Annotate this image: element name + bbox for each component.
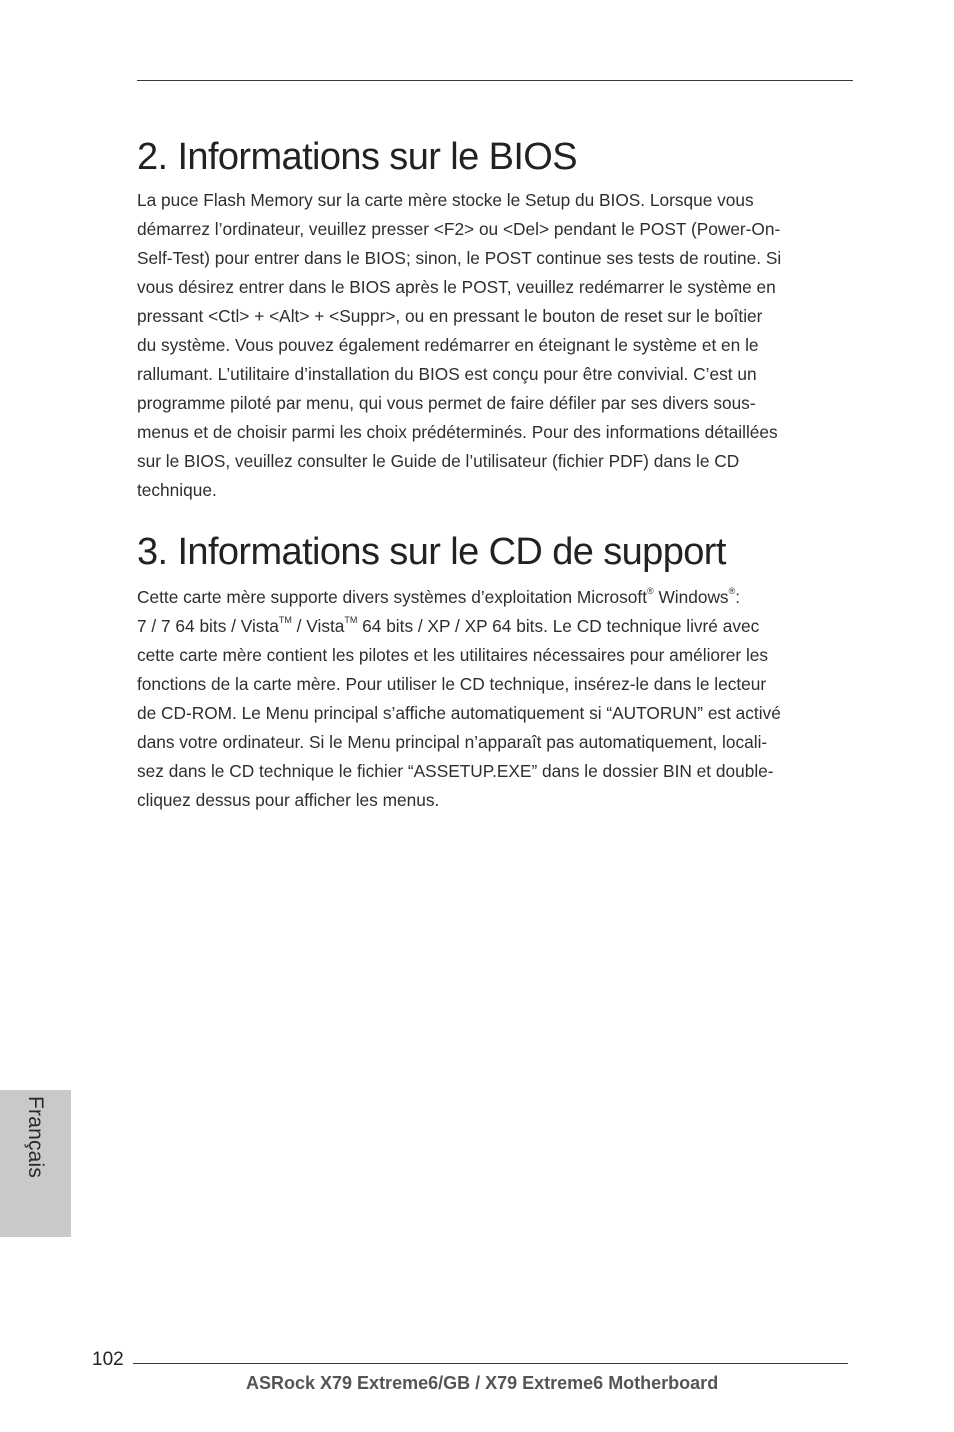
- text-line: vous désirez entrer dans le BIOS après le POST, veuillez redémarrer le système en: [137, 277, 776, 297]
- text-line: de CD-ROM. Le Menu principal s’affiche automatiquement si “AUTORUN” est activé: [137, 703, 781, 723]
- section-title-cd: 3. Informations sur le CD de support: [137, 531, 726, 573]
- text-line: technique.: [137, 480, 217, 500]
- text-line: programme piloté par menu, qui vous permet de faire défiler par ses divers sous-: [137, 393, 756, 413]
- text-fragment: / Vista: [291, 616, 345, 636]
- text-line: pressant <Ctl> + <Alt> + <Suppr>, ou en pressant le bouton de reset sur le boîtier: [137, 306, 763, 326]
- trademark-mark: TM: [344, 615, 358, 626]
- text-fragment: Windows: [653, 587, 729, 607]
- text-line: [137, 583, 853, 612]
- text-line: cette carte mère contient les pilotes et les utilitaires nécessaires pour améliorer les: [137, 645, 769, 665]
- section-title-bios: 2. Informations sur le BIOS: [137, 136, 577, 178]
- section-body-bios: [137, 186, 853, 505]
- text-line: fonctions de la carte mère. Pour utiliser le CD technique, insérez-le dans le lecteur: [137, 674, 767, 694]
- language-label: Français: [24, 1096, 47, 1179]
- section-body-cd: [137, 583, 853, 815]
- text-line: dans votre ordinateur. Si le Menu principal n’apparaît pas automatiquement, locali-: [137, 732, 768, 752]
- text-line: du système. Vous pouvez également redémarrer en éteignant le système et en le: [137, 335, 759, 355]
- text-line: La puce Flash Memory sur la carte mère stocke le Setup du BIOS. Lorsque vous: [137, 190, 754, 210]
- top-divider: [137, 80, 853, 81]
- language-side-tab: [0, 1090, 71, 1237]
- text-line: Self-Test) pour entrer dans le BIOS; sinon, le POST continue ses tests de routine. Si: [137, 248, 782, 268]
- text-line: menus et de choisir parmi les choix prédéterminés. Pour des informations détaillées: [137, 422, 778, 442]
- footer-product-name: ASRock X79 Extreme6/GB / X79 Extreme6 Motherboard: [246, 1373, 719, 1393]
- registered-mark: ®: [728, 586, 736, 597]
- text-line: cliquez dessus pour afficher les menus.: [137, 790, 440, 810]
- bottom-divider: [133, 1363, 848, 1364]
- trademark-mark: TM: [278, 615, 292, 626]
- text-line: sez dans le CD technique le fichier “ASSETUP.EXE” dans le dossier BIN et double-: [137, 761, 774, 781]
- text-fragment: :: [735, 587, 741, 607]
- text-line: rallumant. L’utilitaire d’installation du BIOS est conçu pour être convivial. C’est un: [137, 364, 757, 384]
- text-line: [137, 612, 853, 641]
- registered-mark: ®: [647, 586, 654, 597]
- text-line: sur le BIOS, veuillez consulter le Guide de l’utilisateur (fichier PDF) dans le CD: [137, 451, 740, 471]
- page-number: 102: [92, 1349, 124, 1370]
- text-fragment: Cette carte mère supporte divers systèmes d’exploitation Microsoft: [137, 587, 648, 607]
- text-fragment: 64 bits / XP / XP 64 bits. Le CD technique livré avec: [357, 616, 760, 636]
- text-fragment: 7 / 7 64 bits / Vista: [137, 616, 279, 636]
- text-line: démarrez l’ordinateur, veuillez presser <F2> ou <Del> pendant le POST (Power-On-: [137, 219, 781, 239]
